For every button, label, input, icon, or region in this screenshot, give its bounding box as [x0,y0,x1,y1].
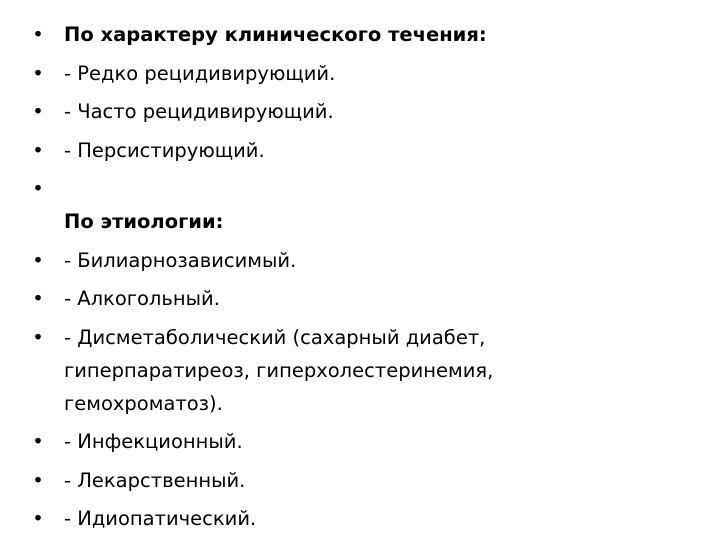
list-item-text: - Идиопатический. [64,507,257,530]
list-item-text: - Алкогольный. [64,287,220,310]
list-item-etiology-heading [28,172,698,238]
bullet-icon: • [32,61,44,85]
list-item [28,425,698,458]
list-item-text: - Билиарнозависимый. [64,248,297,272]
list-item-text: - Инфекционный. [64,430,243,453]
list-item-text: - Часто рецидивирующий. [64,100,334,123]
bullet-icon: • [32,100,44,123]
bullet-list [28,18,698,540]
bullet-icon: • [32,248,44,272]
list-item-text [64,172,698,205]
list-item [28,95,698,128]
bullet-icon: • [32,177,44,200]
bullet-icon: • [32,507,44,530]
bullet-icon: • [32,287,44,310]
list-item [28,282,698,315]
list-item [28,502,698,535]
list-item [28,464,698,497]
bullet-icon: • [32,138,44,162]
bullet-icon: • [32,468,44,492]
bullet-icon: • [32,23,44,46]
list-item-text: - Лекарственный. [64,468,246,492]
list-item-text: По характеру клинического течения: [64,23,487,46]
list-item [28,321,698,420]
list-item-text: - Дисметаболический (сахарный диабет, гиперпаратиреоз, гиперхолестеринемия, гемохроматоз). [64,325,494,415]
list-item [28,244,698,277]
list-item-text: - Персистирующий. [64,138,265,162]
list-item-text: - Редко рецидивирующий. [64,61,336,85]
section-heading: По этиологии: [64,210,224,233]
list-item [28,57,698,90]
list-item [28,134,698,167]
bullet-icon: • [32,325,44,349]
list-item-clinical-course-heading [28,18,698,51]
bullet-icon: • [32,430,44,453]
